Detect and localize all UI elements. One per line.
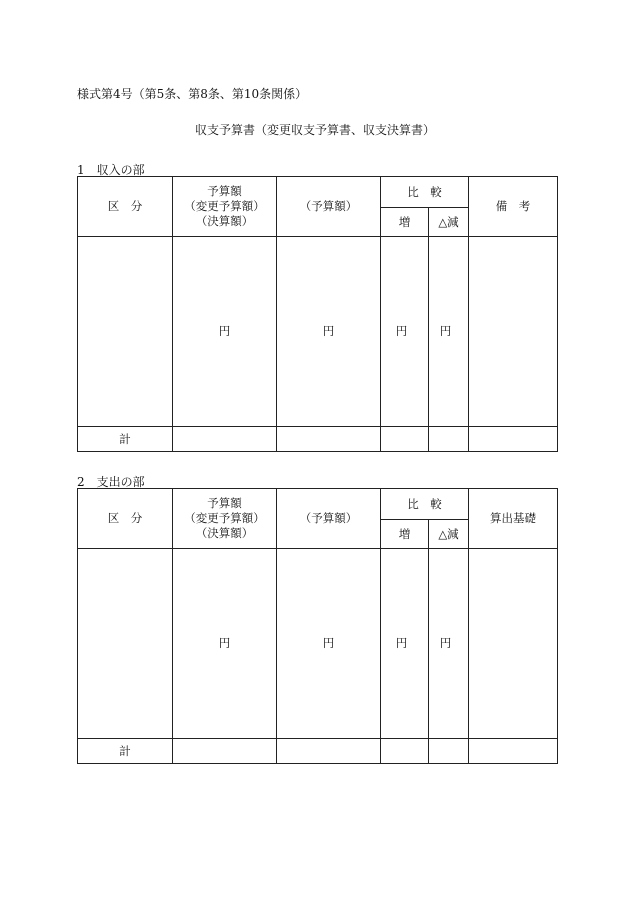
expense-total-label: 計 [78, 739, 173, 764]
expense-prev-budget-cell[interactable] [277, 549, 381, 739]
expense-compare-header: 比 較 [381, 489, 469, 520]
unit-label: 円 [322, 324, 335, 338]
expense-budget-header-line1: 予算額 [207, 496, 242, 510]
expense-budget-header-line2: （変更予算額） [184, 511, 265, 525]
income-budget-header [173, 177, 277, 237]
income-section-title: 1 収入の部 [77, 163, 145, 177]
expense-increase-header: 増 [381, 520, 429, 549]
expense-prev-budget-header: （予算額） [277, 489, 381, 549]
expense-budget-header [173, 489, 277, 549]
expense-total-decrease[interactable] [429, 739, 469, 764]
unit-label: 円 [218, 324, 231, 338]
income-category-cell[interactable] [78, 237, 173, 427]
income-compare-header: 比 較 [381, 177, 469, 208]
income-increase-cell[interactable] [381, 237, 429, 427]
expense-basis-header: 算出基礎 [469, 489, 558, 549]
unit-label: 円 [395, 636, 408, 650]
income-note-cell[interactable] [469, 237, 558, 427]
expense-section-title: 2 支出の部 [77, 475, 145, 489]
expense-increase-cell[interactable] [381, 549, 429, 739]
income-total-note[interactable] [469, 427, 558, 452]
expense-budget-cell[interactable] [173, 549, 277, 739]
expense-header-row [78, 489, 558, 520]
expense-category-header: 区 分 [78, 489, 173, 549]
unit-label: 円 [439, 324, 452, 338]
income-total-label: 計 [78, 427, 173, 452]
income-prev-budget-cell[interactable] [277, 237, 381, 427]
expense-body-row [78, 549, 558, 739]
income-total-row [78, 427, 558, 452]
expense-category-cell[interactable] [78, 549, 173, 739]
expense-table [77, 488, 558, 764]
document-title: 収支予算書（変更収支予算書、収支決算書） [194, 123, 435, 137]
income-prev-budget-header: （予算額） [277, 177, 381, 237]
unit-label: 円 [439, 636, 452, 650]
income-table [77, 176, 558, 452]
income-decrease-cell[interactable] [429, 237, 469, 427]
expense-total-budget[interactable] [173, 739, 277, 764]
income-total-increase[interactable] [381, 427, 429, 452]
expense-total-increase[interactable] [381, 739, 429, 764]
expense-total-basis[interactable] [469, 739, 558, 764]
unit-label: 円 [218, 636, 231, 650]
income-decrease-header: △減 [429, 208, 469, 237]
unit-label: 円 [322, 636, 335, 650]
income-budget-cell[interactable] [173, 237, 277, 427]
income-note-header: 備 考 [469, 177, 558, 237]
income-total-prev-budget[interactable] [277, 427, 381, 452]
income-budget-header-line2: （変更予算額） [184, 199, 265, 213]
income-total-budget[interactable] [173, 427, 277, 452]
expense-total-prev-budget[interactable] [277, 739, 381, 764]
form-reference: 様式第4号（第5条、第8条、第10条関係） [77, 87, 308, 101]
income-total-decrease[interactable] [429, 427, 469, 452]
income-budget-header-line3: （決算額） [195, 214, 254, 228]
expense-decrease-cell[interactable] [429, 549, 469, 739]
income-budget-header-line1: 予算額 [207, 184, 242, 198]
expense-decrease-header: △減 [429, 520, 469, 549]
income-increase-header: 増 [381, 208, 429, 237]
expense-budget-header-line3: （決算額） [195, 526, 254, 540]
income-body-row [78, 237, 558, 427]
income-header-row [78, 177, 558, 208]
income-category-header: 区 分 [78, 177, 173, 237]
expense-basis-cell[interactable] [469, 549, 558, 739]
expense-total-row [78, 739, 558, 764]
unit-label: 円 [395, 324, 408, 338]
